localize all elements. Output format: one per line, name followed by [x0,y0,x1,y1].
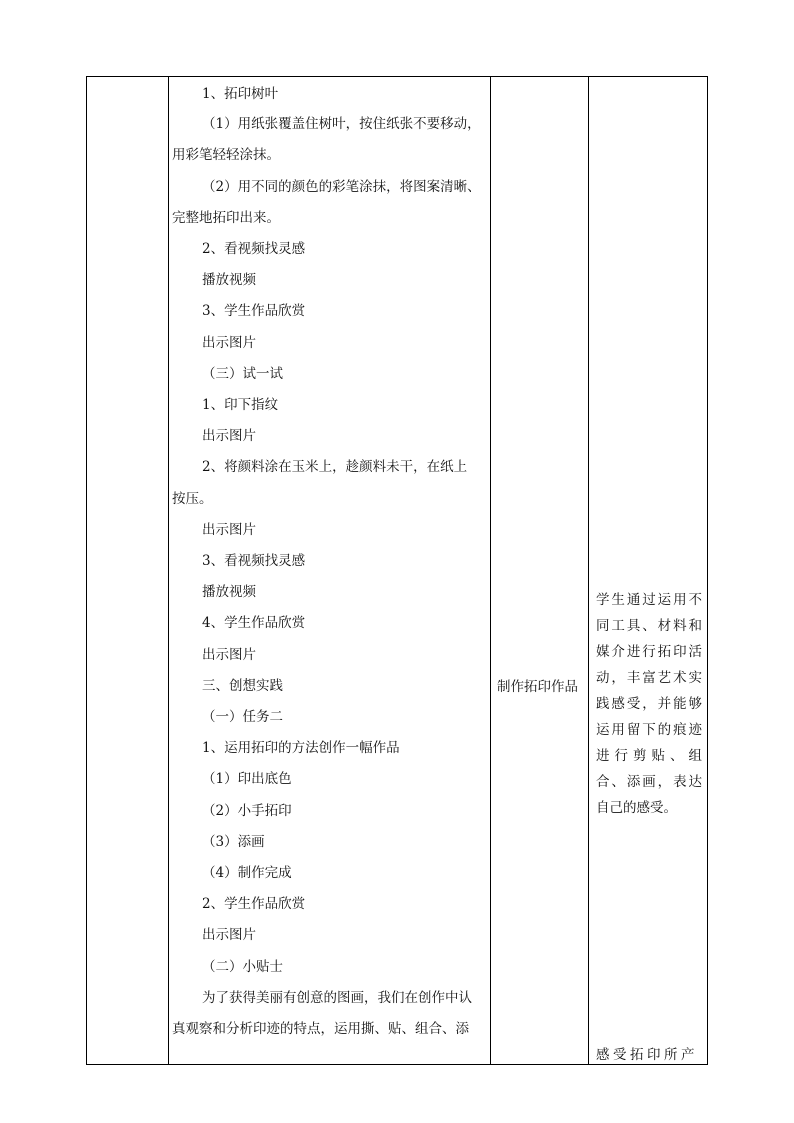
process-line: 出示图片 [202,522,256,538]
process-line: 按压。 [172,491,213,507]
process-line: 出示图片 [202,428,256,444]
process-line: （二）小贴士 [202,959,283,975]
table-left-border [86,76,87,1065]
column-divider-1 [168,76,169,1065]
process-line: （1）用纸张覆盖住树叶，按住纸张不要移动， [202,116,481,132]
process-line: 用彩笔轻轻涂抹。 [172,147,280,163]
column-divider-2 [490,76,491,1065]
process-line: （1）印出底色 [202,771,292,787]
process-line: 1、拓印树叶 [202,86,279,102]
process-line: 2、看视频找灵感 [202,241,306,257]
process-line: （3）添画 [202,834,265,850]
process-line: （4）制作完成 [202,865,292,881]
process-line: 播放视频 [202,272,256,288]
design-intent-text: 学生通过运用不同工具、材料和媒介进行拓印活动，丰富艺术实践感受，并能够运用留下的痕迹进行剪贴、组合、添画，表达自己的感受。 [596,592,702,816]
table-right-border [707,76,708,1065]
process-line: 1、印下指纹 [202,397,279,413]
process-line: 2、将颜料涂在玉米上，趁颜料未干，在纸上 [202,459,468,475]
process-line: 出示图片 [202,927,256,943]
process-line: 为了获得美丽有创意的图画，我们在创作中认 [202,990,472,1006]
process-line: （三）试一试 [202,366,283,382]
process-line: （2）用不同的颜色的彩笔涂抹，将图案清晰、 [202,179,481,195]
column-divider-3 [588,76,589,1065]
process-line: （一）任务二 [202,709,283,725]
process-line: （2）小手拓印 [202,803,292,819]
process-line: 完整地拓印出来。 [172,210,280,226]
process-line: 出示图片 [202,647,256,663]
student-activity-cell: 制作拓印作品 [497,679,578,695]
process-line: 3、看视频找灵感 [202,553,306,569]
process-line: 4、学生作品欣赏 [202,615,306,631]
design-intent-continued: 感受拓印所产 [596,1047,698,1063]
process-line: 出示图片 [202,335,256,351]
process-line: 1、运用拓印的方法创作一幅作品 [202,740,400,756]
process-line: 播放视频 [202,584,256,600]
process-line: 真观察和分析印迹的特点，运用撕、贴、组合、添 [172,1021,469,1037]
process-line: 2、学生作品欣赏 [202,896,306,912]
table-top-border [86,76,708,77]
process-line: 3、学生作品欣赏 [202,303,306,319]
process-line: 三、创想实践 [202,678,283,694]
